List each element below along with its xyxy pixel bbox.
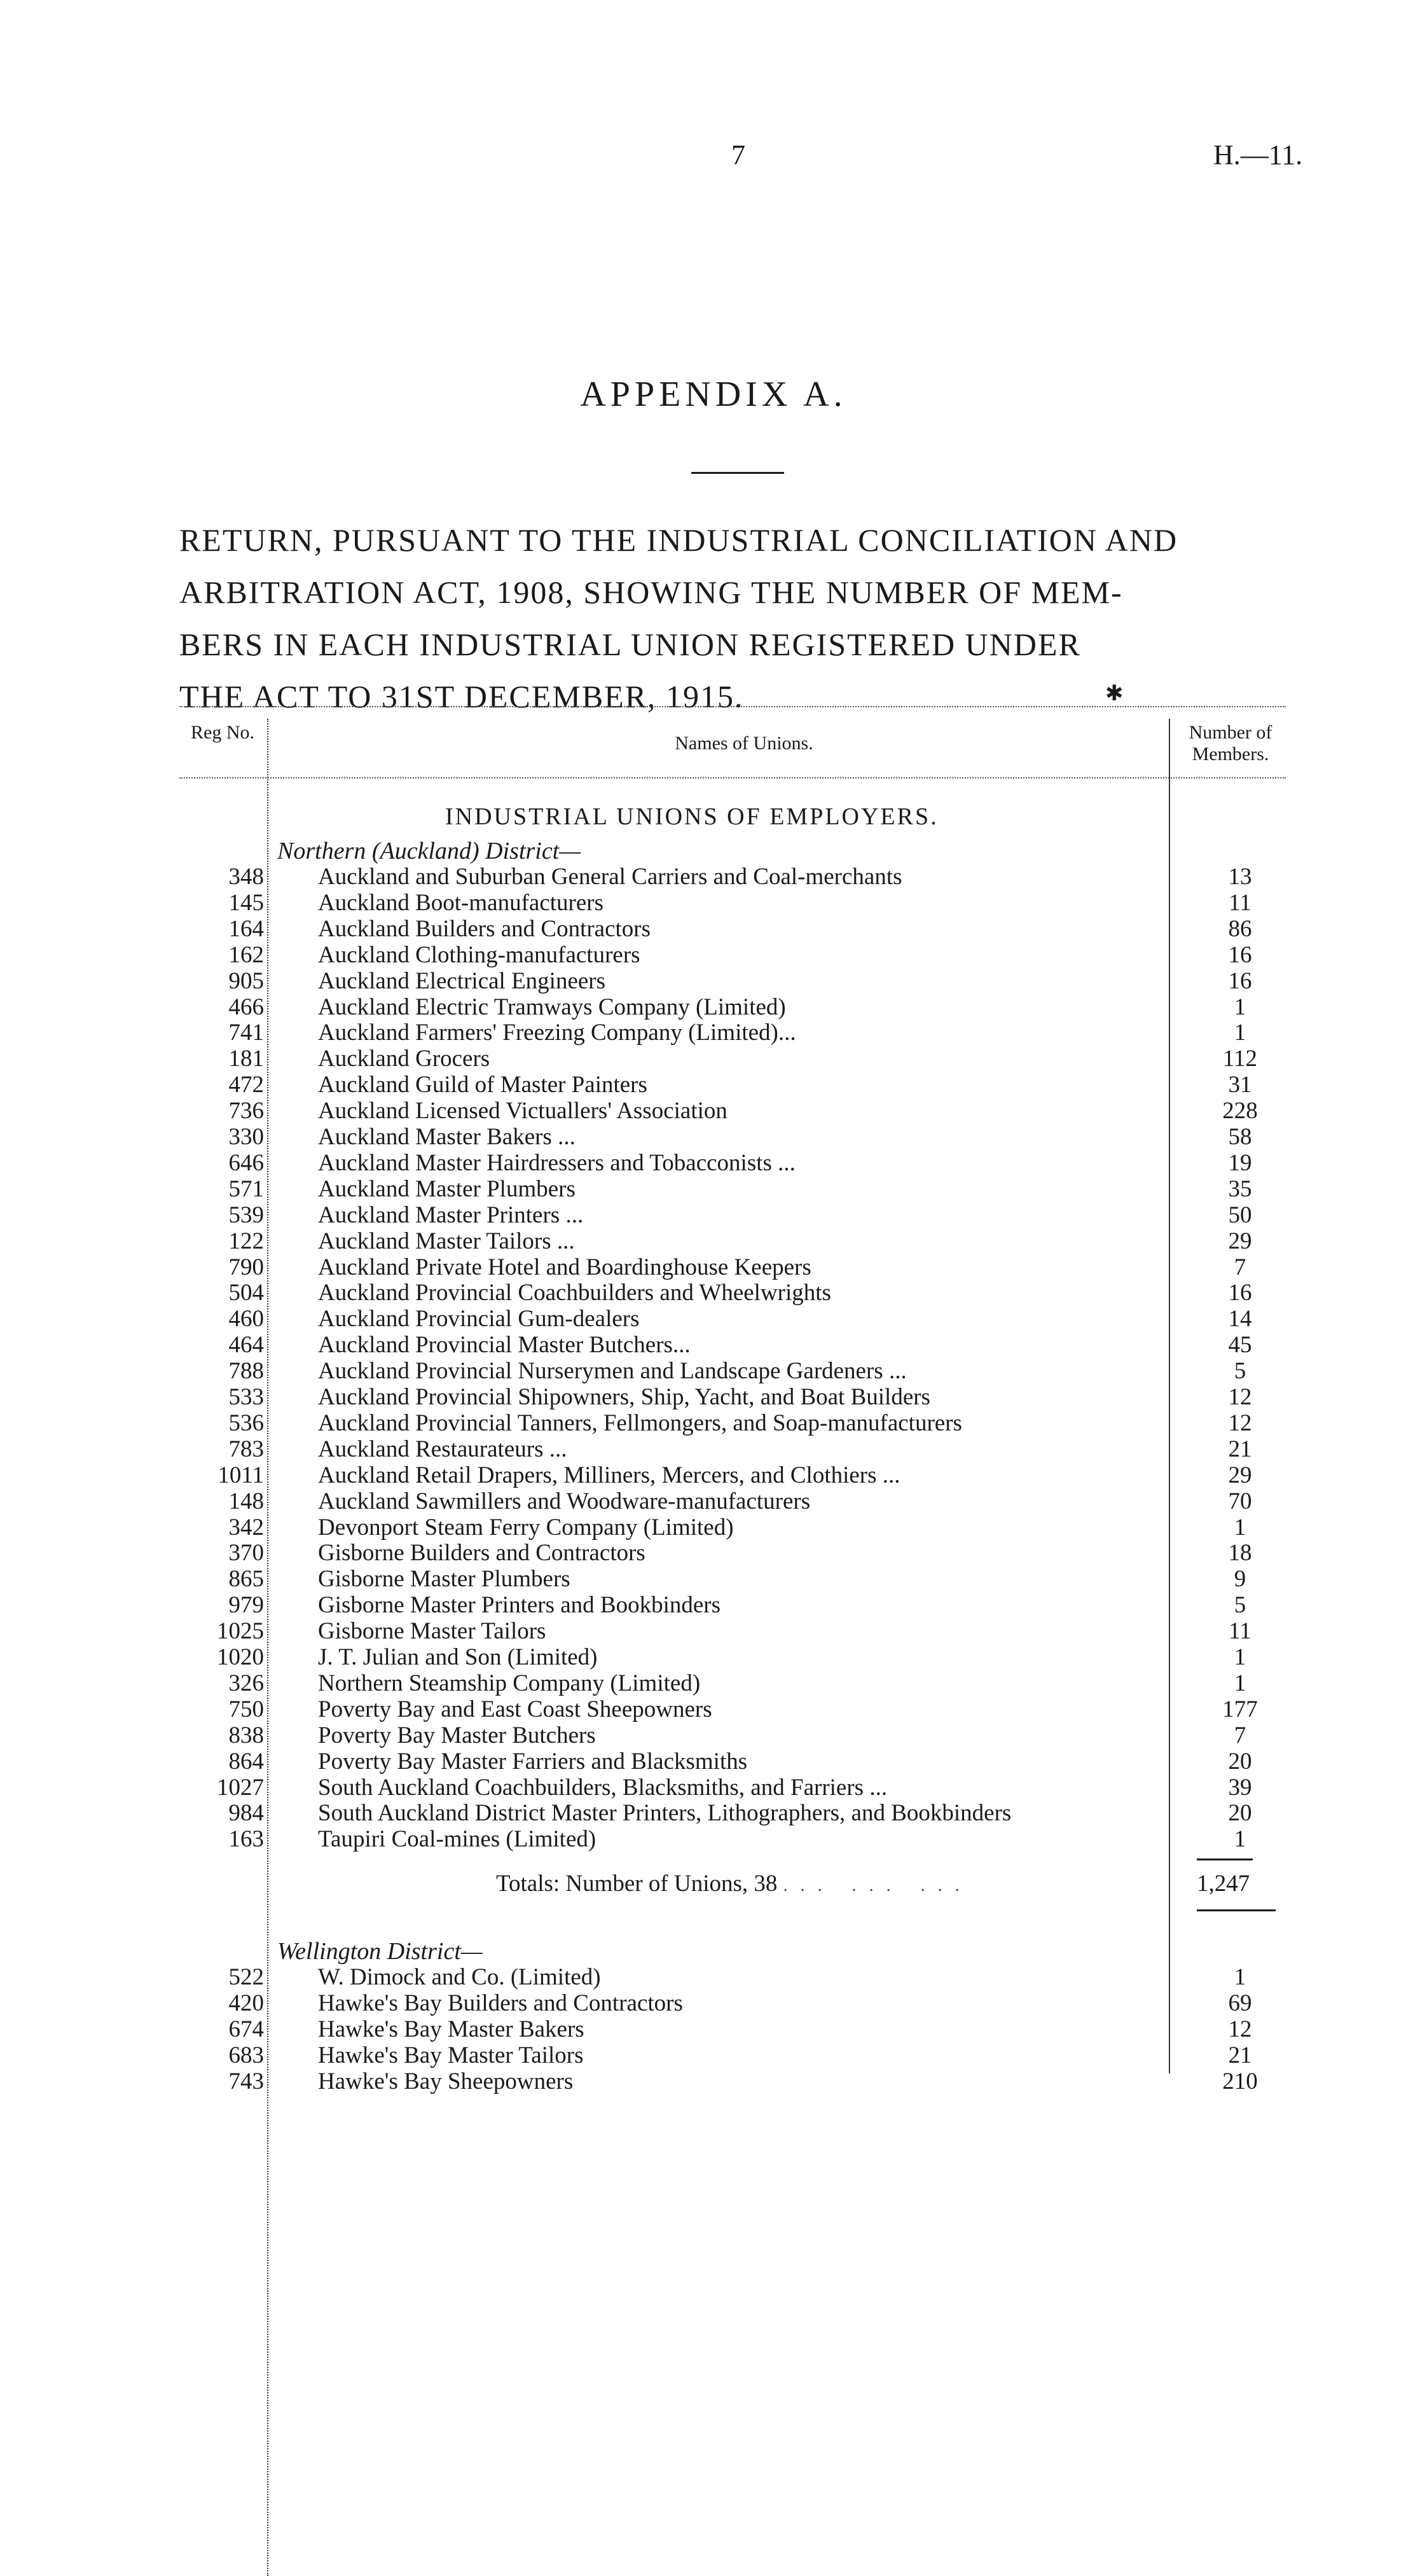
table-row (0, 994, 1427, 1021)
table-row (0, 968, 1427, 995)
district-heading: Northern (Auckland) District— (277, 838, 581, 864)
table-row (0, 1488, 1427, 1515)
table-row (0, 1964, 1427, 1991)
reg-number: 783 (228, 1436, 264, 1462)
reg-number: 466 (228, 994, 264, 1020)
table-row (0, 1202, 1427, 1229)
union-name: Auckland Restaurateurs ... (318, 1436, 567, 1462)
union-name: Taupiri Coal-mines (Limited) (318, 1826, 596, 1853)
union-name: Auckland Master Tailors ... (318, 1228, 575, 1254)
reg-number: 864 (228, 1748, 264, 1775)
member-count: 20 (1228, 1748, 1252, 1775)
member-count: 11 (1229, 889, 1251, 916)
title-line: THE ACT TO 31ST DECEMBER, 1915. (179, 679, 744, 714)
reg-number: 145 (228, 889, 264, 916)
member-count: 210 (1222, 2068, 1258, 2095)
table-row (0, 864, 1427, 890)
table-row (0, 1124, 1427, 1151)
union-name: Auckland Master Plumbers (318, 1175, 576, 1202)
union-name: Hawke's Bay Builders and Contractors (318, 1990, 683, 2016)
table-row (0, 942, 1427, 969)
table-row (0, 1176, 1427, 1203)
union-name: Auckland Farmers' Freezing Company (Limited)... (318, 1020, 796, 1046)
table-row (0, 1462, 1427, 1489)
title-line: RETURN, PURSUANT TO THE INDUSTRIAL CONCILIATION AND (179, 522, 1178, 558)
table-row (0, 1592, 1427, 1619)
reg-number: 788 (228, 1358, 264, 1385)
union-name: Auckland Master Bakers ... (318, 1124, 576, 1150)
member-count: 21 (1228, 1436, 1252, 1462)
title-line: BERS IN EACH INDUSTRIAL UNION REGISTERED UNDER (179, 627, 1081, 662)
reg-number: 162 (228, 941, 264, 968)
member-count: 39 (1228, 1774, 1252, 1801)
reg-number: 420 (228, 1990, 264, 2016)
union-name: Gisborne Master Plumbers (318, 1566, 570, 1593)
member-count: 7 (1234, 1254, 1246, 1280)
union-name: Poverty Bay Master Farriers and Blacksmiths (318, 1748, 748, 1775)
reg-number: 741 (228, 1020, 264, 1046)
member-count: 16 (1228, 967, 1252, 994)
table-row (0, 2068, 1427, 2095)
union-name: South Auckland District Master Printers, Lithographers, and Bookbinders (318, 1800, 1012, 1827)
reg-number: 1027 (217, 1774, 264, 1801)
table-row (0, 1046, 1427, 1072)
title-line: ARBITRATION ACT, 1908, SHOWING THE NUMBER OF MEM- (179, 574, 1123, 610)
reg-number: 148 (228, 1488, 264, 1514)
table-row (0, 1150, 1427, 1177)
member-count: 50 (1228, 1201, 1252, 1228)
table-row (0, 1800, 1427, 1827)
heading-rule (691, 472, 784, 474)
table-row (0, 2042, 1427, 2069)
member-count: 16 (1228, 1280, 1252, 1306)
union-name: Auckland Provincial Shipowners, Ship, Yacht, and Boat Builders (318, 1384, 930, 1410)
union-name: Auckland and Suburban General Carriers and Coal-merchants (318, 864, 902, 890)
union-name: Hawke's Bay Sheepowners (318, 2068, 574, 2095)
totals-label: Totals: Number of Unions, 38 ... ... ... (496, 1871, 972, 1897)
member-count: 20 (1228, 1800, 1252, 1827)
table-row (0, 1098, 1427, 1125)
table-row (0, 1990, 1427, 2017)
member-count: 70 (1228, 1488, 1252, 1514)
page-number: 7 (731, 139, 745, 170)
union-name: Auckland Electric Tramways Company (Limited) (318, 994, 786, 1020)
union-name: Auckland Provincial Tanners, Fellmongers, and Soap-manufacturers (318, 1409, 962, 1436)
union-name: Auckland Boot-manufacturers (318, 889, 603, 916)
reg-number: 348 (228, 864, 264, 890)
union-name: Auckland Private Hotel and Boardinghouse Keepers (318, 1254, 811, 1280)
union-name: Auckland Master Hairdressers and Tobacconists ... (318, 1149, 796, 1176)
union-name: Hawke's Bay Master Bakers (318, 2016, 584, 2042)
member-count: 5 (1234, 1592, 1246, 1619)
header-reg-no: Reg No. (191, 722, 254, 743)
table-row (0, 1670, 1427, 1697)
union-name: Gisborne Master Printers and Bookbinders (318, 1592, 721, 1619)
table-row (0, 1514, 1427, 1541)
reg-number: 979 (228, 1592, 264, 1619)
union-name: Auckland Retail Drapers, Milliners, Mercers, and Clothiers ... (318, 1462, 900, 1488)
member-count: 29 (1228, 1462, 1252, 1488)
table-row (0, 2016, 1427, 2043)
member-count: 35 (1228, 1175, 1252, 1202)
reg-number: 181 (228, 1046, 264, 1072)
member-count: 1 (1234, 1514, 1246, 1541)
district-heading: Wellington District— (277, 1938, 483, 1965)
table-row (0, 1540, 1427, 1567)
reg-number: 533 (228, 1384, 264, 1410)
member-count: 12 (1228, 1384, 1252, 1410)
union-name: Gisborne Builders and Contractors (318, 1540, 645, 1567)
union-name: Northern Steamship Company (Limited) (318, 1670, 701, 1696)
reg-number: 536 (228, 1409, 264, 1436)
reg-number: 838 (228, 1722, 264, 1748)
member-count: 1 (1234, 1020, 1246, 1046)
member-count: 29 (1228, 1228, 1252, 1254)
table-row (0, 1826, 1427, 1853)
reg-number: 326 (228, 1670, 264, 1696)
union-name: Auckland Builders and Contractors (318, 915, 651, 942)
union-name: W. Dimock and Co. (Limited) (318, 1964, 601, 1990)
union-name: Auckland Licensed Victuallers' Association (318, 1098, 727, 1125)
header-names: Names of Unions. (675, 733, 813, 754)
member-count: 14 (1228, 1306, 1252, 1333)
union-name: Auckland Clothing-manufacturers (318, 941, 640, 968)
reg-number: 736 (228, 1098, 264, 1125)
reg-number: 646 (228, 1149, 264, 1176)
table-row (0, 1696, 1427, 1723)
union-name: Gisborne Master Tailors (318, 1618, 546, 1645)
appendix-heading: APPENDIX A. (580, 375, 847, 414)
member-count: 9 (1234, 1566, 1246, 1593)
reg-number: 674 (228, 2016, 264, 2042)
member-count: 112 (1222, 1046, 1258, 1072)
table-row (0, 1410, 1427, 1437)
reg-number: 504 (228, 1280, 264, 1306)
table-row (0, 1072, 1427, 1098)
union-name: Auckland Provincial Coachbuilders and Wheelwrights (318, 1280, 831, 1306)
table-row (0, 1228, 1427, 1255)
table-row (0, 916, 1427, 943)
member-count: 1 (1234, 1826, 1246, 1853)
header-members: Number of Members. (1189, 722, 1272, 765)
reg-number: 122 (228, 1228, 264, 1254)
reg-number: 460 (228, 1306, 264, 1333)
reg-number: 464 (228, 1332, 264, 1359)
totals-value: 1,247 (1197, 1871, 1250, 1897)
table-row (0, 1306, 1427, 1333)
member-count: 19 (1228, 1149, 1252, 1176)
member-count: 12 (1228, 2016, 1252, 2042)
member-count: 5 (1234, 1358, 1246, 1385)
table-top-rule (179, 706, 1286, 707)
member-count: 1 (1234, 1964, 1246, 1990)
table-row (0, 1644, 1427, 1671)
reg-number: 790 (228, 1254, 264, 1280)
reg-number: 571 (228, 1175, 264, 1202)
member-count: 12 (1228, 1409, 1252, 1436)
union-name: Hawke's Bay Master Tailors (318, 2042, 584, 2068)
table-row (0, 1618, 1427, 1645)
union-name: Auckland Electrical Engineers (318, 967, 606, 994)
table-row (0, 1722, 1427, 1749)
table-row (0, 1436, 1427, 1463)
reg-number: 1020 (217, 1644, 264, 1670)
document-reference: H.—11. (1213, 139, 1303, 170)
table-row (0, 1020, 1427, 1046)
print-mark-icon: ✱ (1105, 682, 1124, 705)
section-header: INDUSTRIAL UNIONS OF EMPLOYERS. (445, 803, 939, 830)
union-name: Auckland Guild of Master Painters (318, 1072, 647, 1098)
header-bottom-rule (179, 777, 1286, 779)
table-row (0, 1332, 1427, 1359)
return-title (179, 514, 1299, 723)
reg-number: 865 (228, 1566, 264, 1593)
union-name: Auckland Master Printers ... (318, 1201, 584, 1228)
member-count: 1 (1234, 1644, 1246, 1670)
union-name: Poverty Bay Master Butchers (318, 1722, 596, 1748)
member-count: 58 (1228, 1124, 1252, 1150)
table-row (0, 1775, 1427, 1801)
union-name: Auckland Provincial Gum-dealers (318, 1306, 640, 1333)
member-count: 21 (1228, 2042, 1252, 2068)
table-row (0, 1254, 1427, 1281)
reg-number: 163 (228, 1826, 264, 1853)
table-row (0, 1566, 1427, 1593)
member-count: 13 (1228, 864, 1252, 890)
member-count: 86 (1228, 915, 1252, 942)
member-count: 1 (1234, 994, 1246, 1020)
member-count: 18 (1228, 1540, 1252, 1567)
table-row (0, 1358, 1427, 1385)
union-name: South Auckland Coachbuilders, Blacksmiths, and Farriers ... (318, 1774, 888, 1801)
totals-label-text: Totals: Number of Unions, 38 (496, 1871, 778, 1897)
reg-number: 342 (228, 1514, 264, 1541)
union-name: Auckland Provincial Master Butchers... (318, 1332, 691, 1359)
union-name: Auckland Sawmillers and Woodware-manufacturers (318, 1488, 811, 1514)
reg-number: 472 (228, 1072, 264, 1098)
reg-number: 330 (228, 1124, 264, 1150)
reg-number: 370 (228, 1540, 264, 1567)
totals-rule (1197, 1859, 1253, 1860)
reg-number: 539 (228, 1201, 264, 1228)
member-count: 16 (1228, 941, 1252, 968)
reg-number: 984 (228, 1800, 264, 1827)
table-row (0, 890, 1427, 917)
reg-number: 750 (228, 1696, 264, 1722)
union-name: J. T. Julian and Son (Limited) (318, 1644, 598, 1670)
reg-number: 1025 (217, 1618, 264, 1645)
reg-number: 683 (228, 2042, 264, 2068)
member-count: 31 (1228, 1072, 1252, 1098)
member-count: 11 (1229, 1618, 1251, 1645)
reg-number: 905 (228, 967, 264, 994)
table-row (0, 1748, 1427, 1775)
table-row (0, 1384, 1427, 1411)
member-count: 45 (1228, 1332, 1252, 1359)
member-count: 69 (1228, 1990, 1252, 2016)
reg-number: 1011 (217, 1462, 264, 1488)
member-count: 1 (1234, 1670, 1246, 1696)
union-name: Devonport Steam Ferry Company (Limited) (318, 1514, 734, 1541)
union-name: Poverty Bay and East Coast Sheepowners (318, 1696, 712, 1722)
table-row (0, 1280, 1427, 1306)
member-count: 7 (1234, 1722, 1246, 1748)
totals-bottom-rule (1197, 1909, 1276, 1911)
union-name: Auckland Provincial Nurserymen and Landscape Gardeners ... (318, 1358, 907, 1385)
union-name: Auckland Grocers (318, 1046, 490, 1072)
member-count: 228 (1222, 1098, 1258, 1125)
reg-number: 522 (228, 1964, 264, 1990)
reg-number: 164 (228, 915, 264, 942)
reg-number: 743 (228, 2068, 264, 2095)
member-count: 177 (1222, 1696, 1258, 1722)
